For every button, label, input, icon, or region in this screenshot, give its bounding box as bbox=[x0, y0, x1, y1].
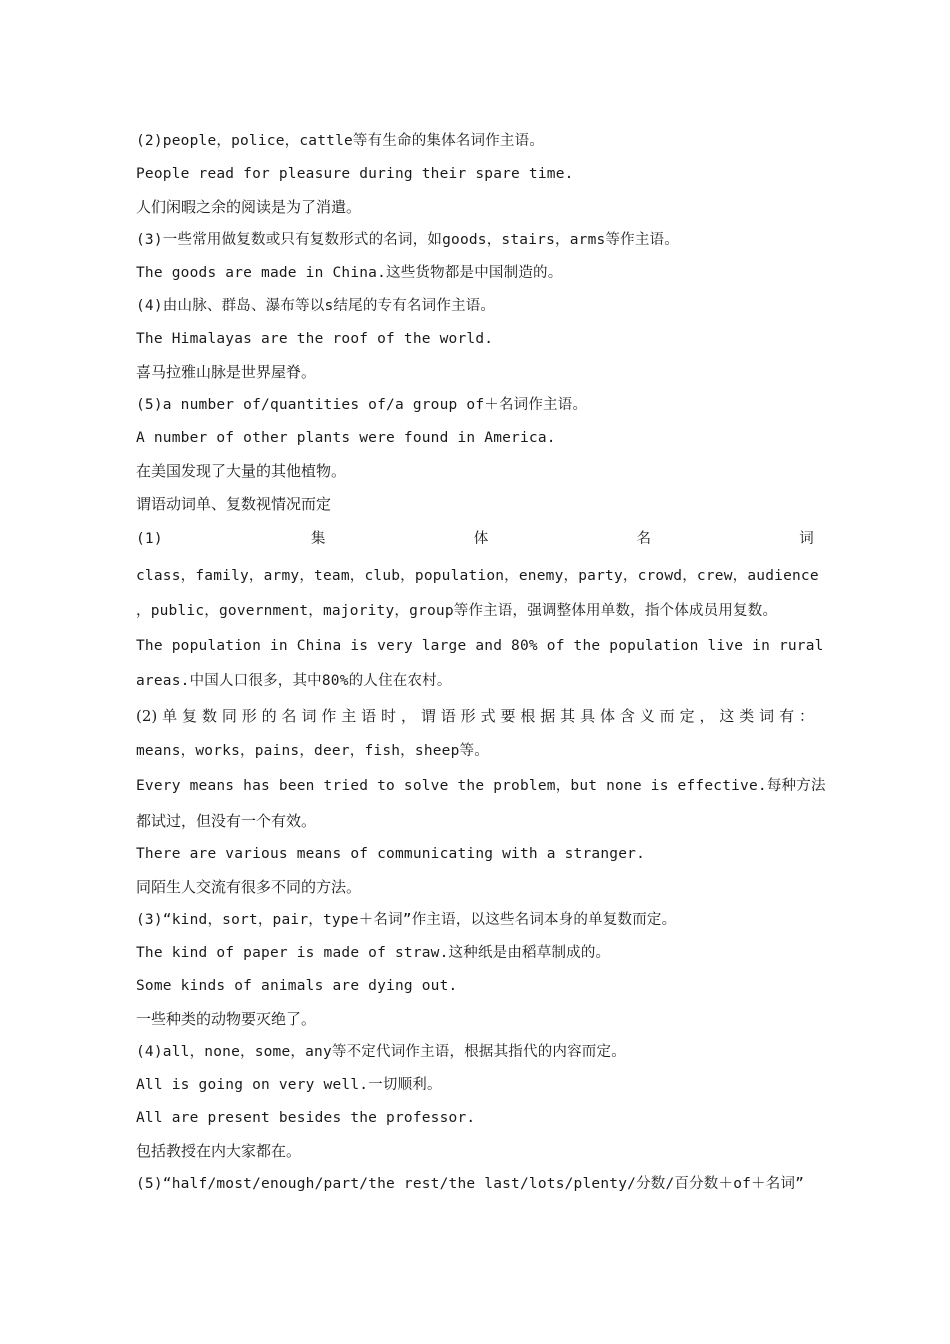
spread-token: 词 bbox=[799, 531, 814, 547]
text-line: There are various means of communicating with a stranger. bbox=[136, 846, 645, 862]
text-line: (3)“kind，sort，pair，type＋名词”作主语，以这些名词本身的单复数而定。 bbox=[136, 912, 677, 928]
text-line: A number of other plants were found in America. bbox=[136, 430, 556, 446]
text-line: (2)people，police，cattle等有生命的集体名词作主语。 bbox=[136, 133, 545, 149]
text-line: 都试过，但没有一个有效。 bbox=[136, 812, 317, 830]
text-line: Some kinds of animals are dying out. bbox=[136, 978, 458, 994]
text-line: areas.中国人口很多，其中80%的人住在农村。 bbox=[136, 673, 452, 689]
text-line: 在美国发现了大量的其他植物。 bbox=[136, 462, 347, 480]
spread-line bbox=[136, 521, 814, 558]
text-line: ，public，government，majority，group等作主语，强调整体用单数，指个体成员用复数。 bbox=[136, 603, 778, 619]
text-line: means，works，pains，deer，fish，sheep等。 bbox=[136, 743, 489, 759]
text-line: 包括教授在内大家都在。 bbox=[136, 1142, 302, 1160]
text-line: (2)单复数同形的名词作主语时，谓语形式要根据其具体含义而定，这类词有： bbox=[136, 707, 814, 725]
text-line: (3)一些常用做复数或只有复数形式的名词，如goods，stairs，arms等作主语。 bbox=[136, 232, 679, 248]
spread-token: 体 bbox=[473, 531, 489, 547]
text-line: (5)a number of/quantities of/a group of＋名词作主语。 bbox=[136, 397, 588, 413]
spread-token: (1) bbox=[136, 531, 163, 547]
text-line: All is going on very well.一切顺利。 bbox=[136, 1077, 442, 1093]
text-line: class，family，army，team，club，population，enemy，party，crowd，crew，audience bbox=[136, 568, 819, 584]
spread-token: 集 bbox=[310, 531, 326, 547]
text-line: (4)由山脉、群岛、瀑布等以s结尾的专有名词作主语。 bbox=[136, 298, 496, 314]
text-line: The kind of paper is made of straw.这种纸是由稻草制成的。 bbox=[136, 945, 611, 961]
text-line: The Himalayas are the roof of the world. bbox=[136, 331, 494, 347]
text-line: (4)all，none，some，any等不定代词作主语，根据其指代的内容而定。 bbox=[136, 1044, 626, 1060]
text-line: (5)“half/most/enough/part/the rest/the last/lots/plenty/分数/百分数＋of＋名词” bbox=[136, 1176, 805, 1192]
text-line: The population in China is very large and 80% of the population live in rural bbox=[136, 638, 824, 654]
text-line: The goods are made in China.这些货物都是中国制造的。 bbox=[136, 265, 563, 281]
text-line: People read for pleasure during their spare time. bbox=[136, 166, 574, 182]
text-line: 喜马拉雅山脉是世界屋脊。 bbox=[136, 363, 317, 381]
document-body bbox=[136, 125, 826, 1201]
text-line: 同陌生人交流有很多不同的方法。 bbox=[136, 878, 362, 896]
text-line: 一些种类的动物要灭绝了。 bbox=[136, 1010, 317, 1028]
text-line: All are present besides the professor. bbox=[136, 1110, 476, 1126]
section-heading: 谓语动词单、复数视情况而定 bbox=[136, 495, 332, 513]
text-line: Every means has been tried to solve the problem，but none is effective.每种方法 bbox=[136, 778, 826, 794]
spread-token: 名 bbox=[636, 531, 652, 547]
text-line: 人们闲暇之余的阅读是为了消遣。 bbox=[136, 198, 362, 216]
